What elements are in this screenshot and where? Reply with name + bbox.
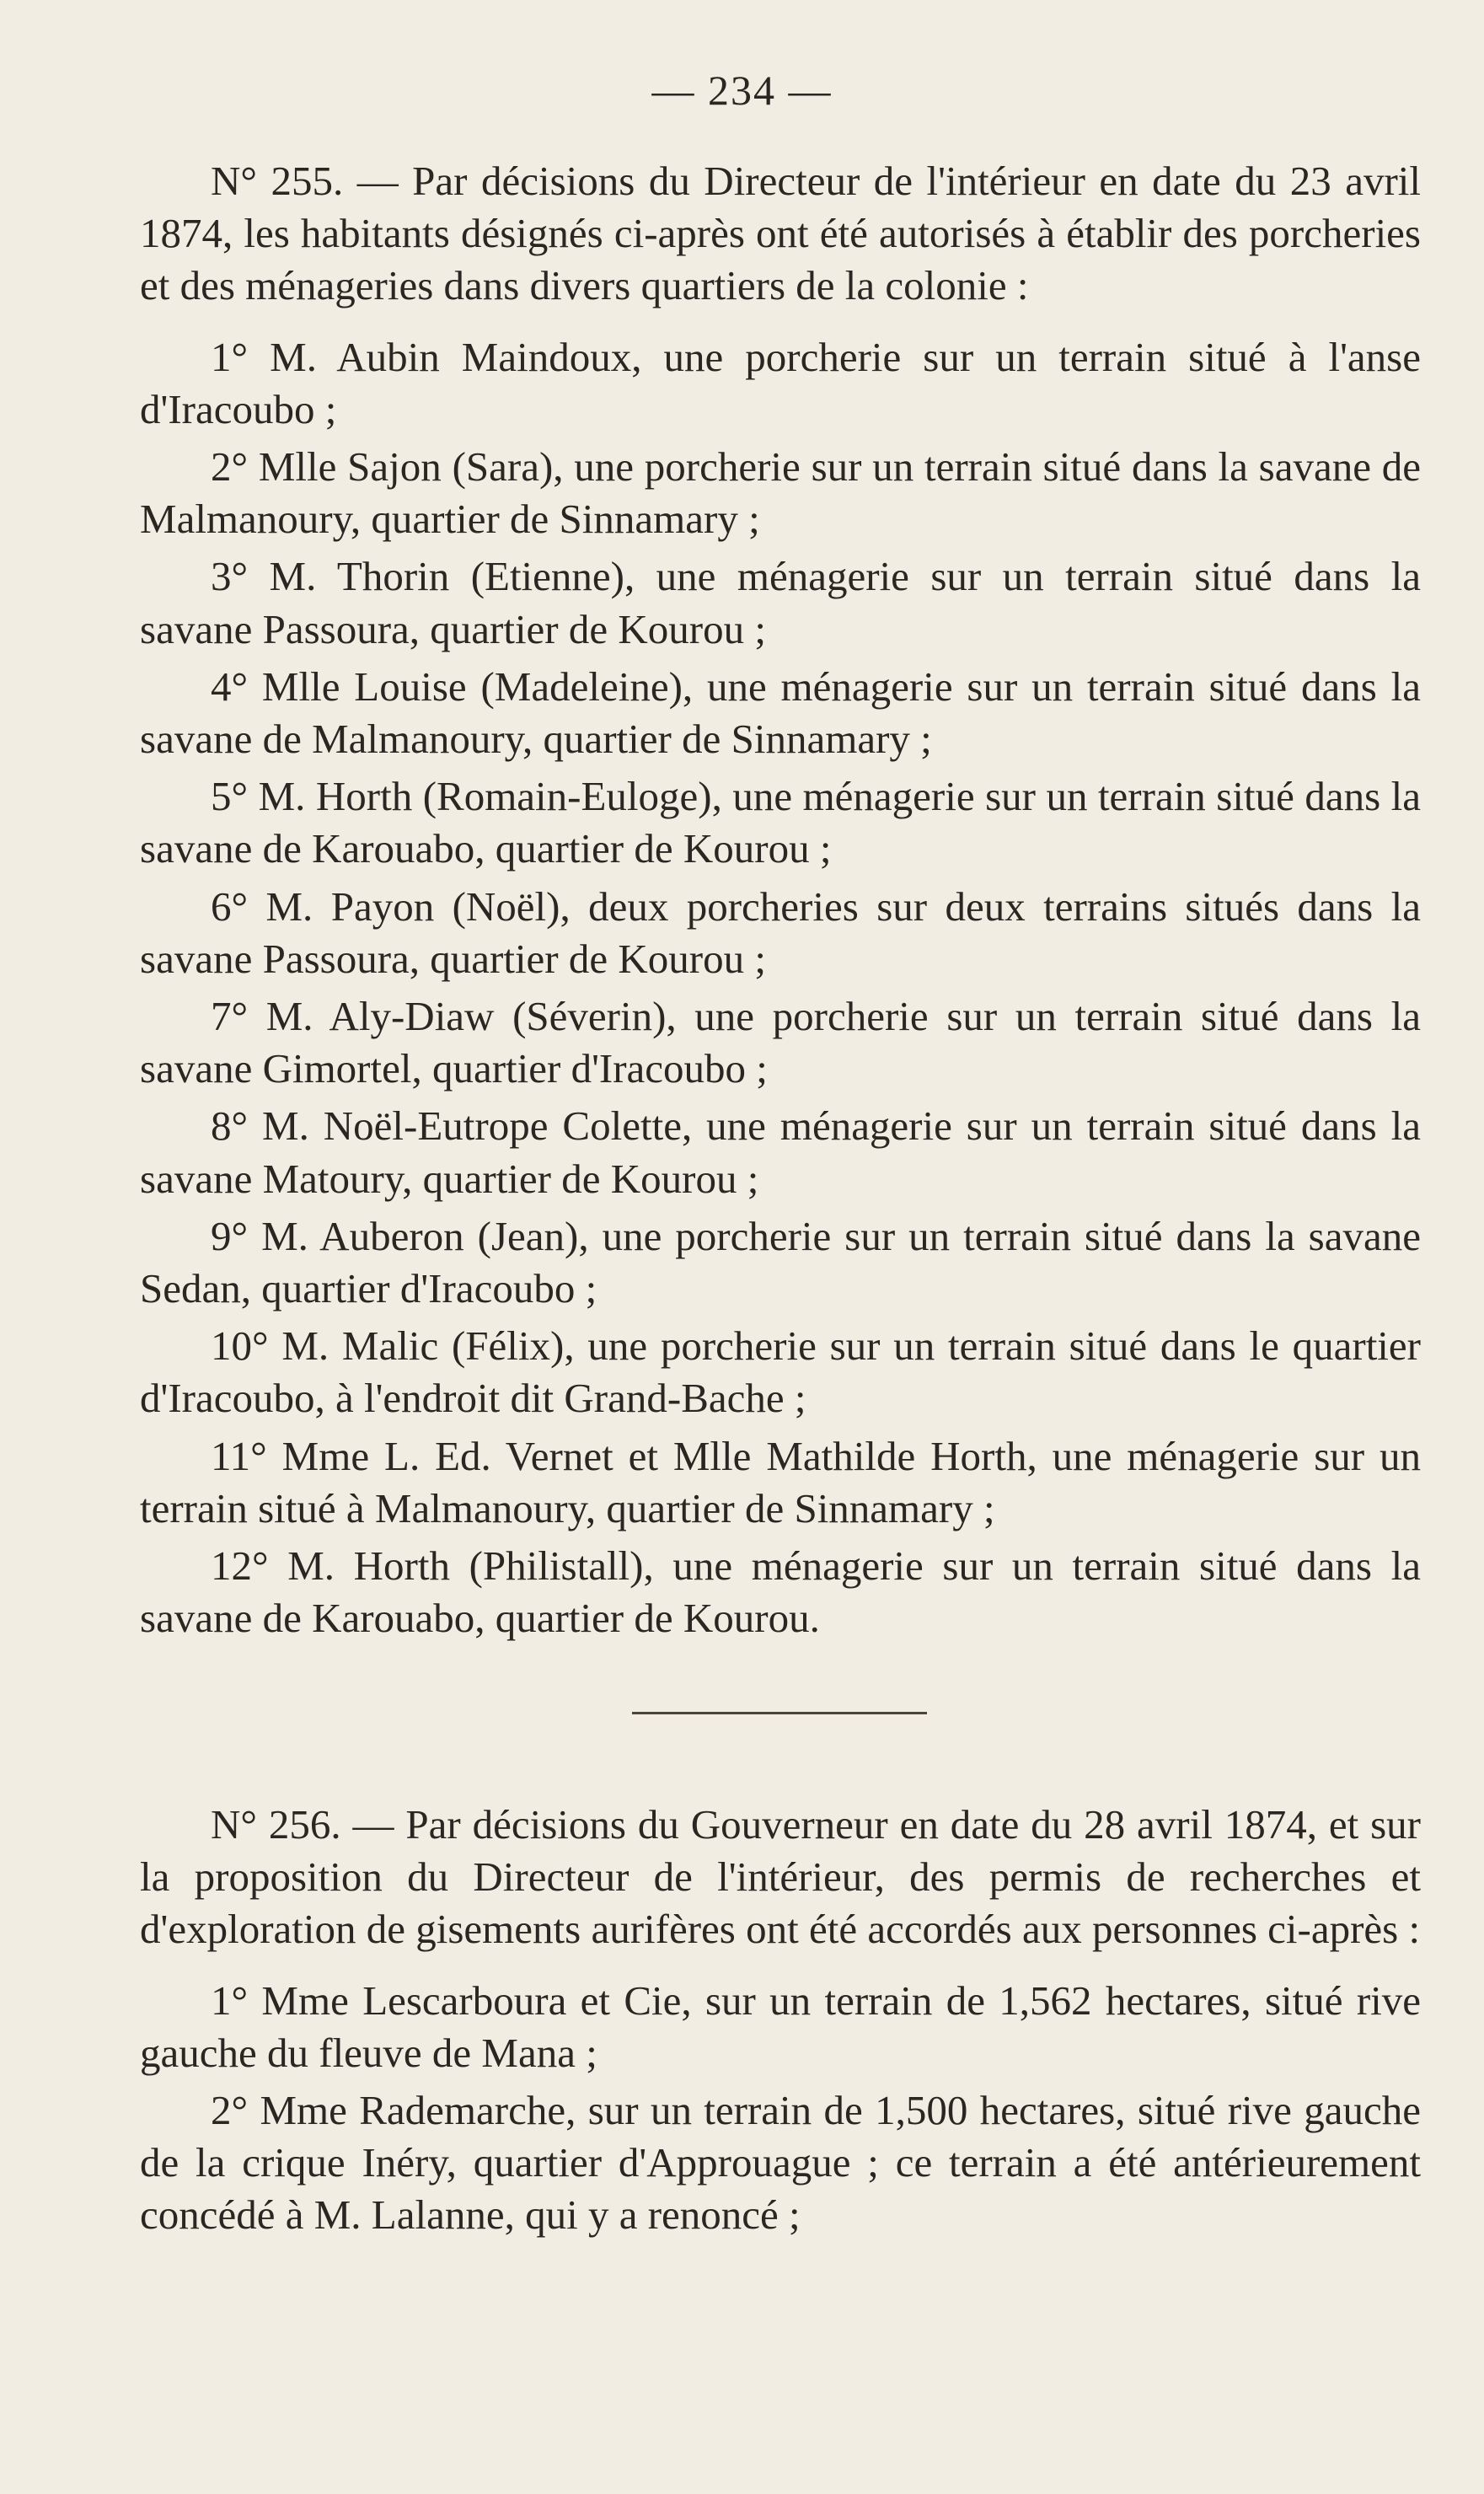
list-item: 2° Mme Rademarche, sur un terrain de 1,500 hectares, situé rive gauche de la crique Inéry, quartier d'Approuague ; ce terrain a été antérieurement concédé à M. Lalanne, qui y a renoncé ;	[140, 2087, 1421, 2239]
list-item: 1° M. Aubin Maindoux, une porcherie sur un terrain situé à l'anse d'Iracoubo ;	[140, 333, 1421, 432]
list-item: 8° M. Noël-Eutrope Colette, une ménagerie sur un terrain situé dans la savane Matoury, quartier de Kourou ;	[140, 1102, 1421, 1202]
section-intro: N° 255. — Par décisions du Directeur de l'intérieur en date du 23 avril 1874, les habitants désignés ci-après ont été autorisés à établir des porcheries et des ménageries dans divers quartiers de la colonie :	[140, 158, 1421, 309]
section-divider	[632, 1712, 927, 1714]
list-item: 10° M. Malic (Félix), une porcherie sur un terrain situé dans le quartier d'Iracoubo, à l'endroit dit Grand-Bache ;	[140, 1322, 1421, 1422]
list-item: 12° M. Horth (Philistall), une ménagerie sur un terrain situé dans la savane de Karouabo, quartier de Kourou.	[140, 1542, 1421, 1642]
section-255	[140, 155, 1421, 1644]
list-item: 9° M. Auberon (Jean), une porcherie sur un terrain situé dans la savane Sedan, quartier d'Iracoubo ;	[140, 1212, 1421, 1312]
list-item: 3° M. Thorin (Etienne), une ménagerie sur un terrain situé dans la savane Passoura, quartier de Kourou ;	[140, 553, 1421, 652]
list-item: 5° M. Horth (Romain-Euloge), une ménagerie sur un terrain situé dans la savane de Karouabo, quartier de Kourou ;	[140, 773, 1421, 872]
list-item: 2° Mlle Sajon (Sara), une porcherie sur un terrain situé dans la savane de Malmanoury, quartier de Sinnamary ;	[140, 443, 1421, 543]
list-item: 7° M. Aly-Diaw (Séverin), une porcherie sur un terrain situé dans la savane Gimortel, quartier d'Iracoubo ;	[140, 993, 1421, 1092]
list-item: 4° Mlle Louise (Madeleine), une ménagerie sur un terrain situé dans la savane de Malmanoury, quartier de Sinnamary ;	[140, 662, 1421, 763]
section-intro: N° 256. — Par décisions du Gouverneur en date du 28 avril 1874, et sur la proposition du Directeur de l'intérieur, des permis de recherches et d'exploration de gisements aurifères ont été accordés aux personnes ci-après :	[140, 1801, 1421, 1953]
page-number: — 234 —	[651, 67, 833, 114]
list-item: 11° Mme L. Ed. Vernet et Mlle Mathilde Horth, une ménagerie sur un terrain situé à Malmanoury, quartier de Sinnamary ;	[140, 1432, 1421, 1531]
list-item: 1° Mme Lescarboura et Cie, sur un terrain de 1,562 hectares, situé rive gauche du fleuve de Mana ;	[140, 1976, 1421, 2076]
list-item: 6° M. Payon (Noël), deux porcheries sur deux terrains situés dans la savane Passoura, quartier de Kourou ;	[140, 882, 1421, 982]
section-256	[140, 1799, 1421, 2242]
